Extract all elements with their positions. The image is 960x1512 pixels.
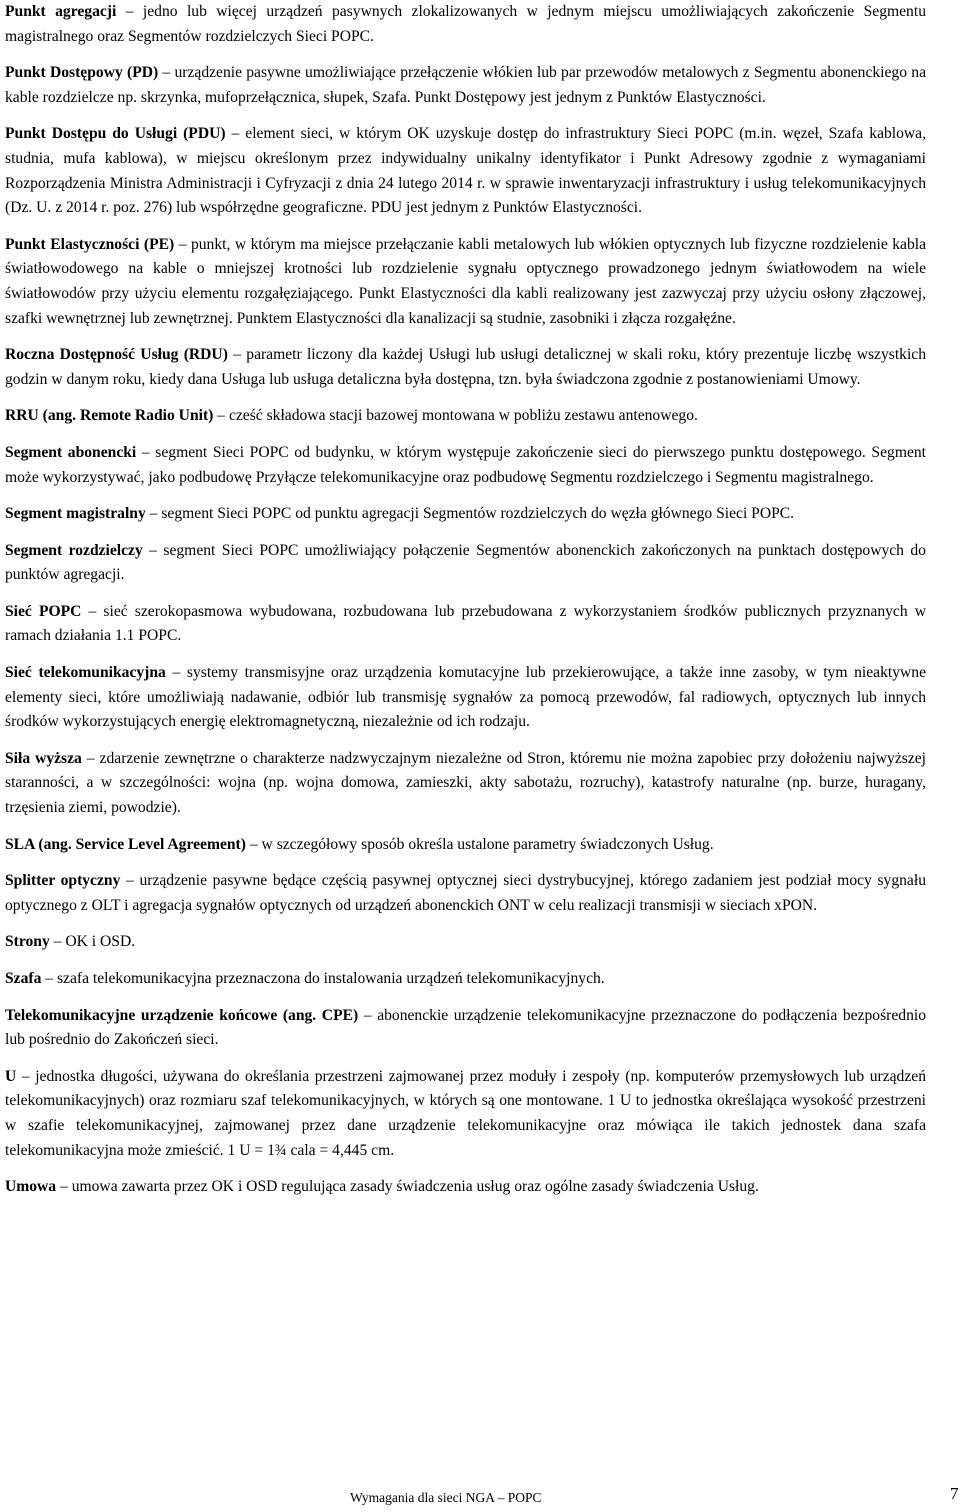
definition-term: Szafa [5, 970, 42, 987]
definition-term: U [5, 1067, 17, 1085]
definition-telekomunikacyjne-urzadzenie-koncowe [5, 1004, 926, 1053]
definition-strony [5, 930, 926, 955]
definition-u [5, 1065, 926, 1163]
definition-term: Segment abonencki [5, 443, 137, 461]
definition-text: – szafa telekomunikacyjna przeznaczona do instalowania urządzeń telekomunikacyjnych. [41, 970, 605, 987]
definition-term: Roczna Dostępność Usług (RDU) [5, 346, 228, 364]
definition-text: – parametr liczony dla każdej Usługi lub usługi detalicznej w skali roku, który prezentuje liczbę wszystkich godzin w danym roku, kiedy dana Usługa lub usługa detaliczna była dostępna, tzn. była świadczona zgodnie z postanowieniami Umowy. [5, 346, 927, 388]
definition-text: – OK i OSD. [49, 933, 136, 951]
definition-term: Sieć telekomunikacyjna [5, 664, 166, 682]
definition-term: Umowa [5, 1178, 57, 1196]
definition-punkt-elastycznosci [5, 233, 926, 331]
definition-text: – zdarzenie zewnętrzne o charakterze nadzwyczajnym niezależne od Stron, któremu nie można zapobiec przy dołożeniu najwyższej staranności, a w szczególności: wojna (np. wojna domowa, zamieszki, akty sabotażu, rozruchy), katastrofy naturalne (np. burze, huragany, trzęsienia ziemi, powodzie). [5, 749, 926, 817]
definition-sla [5, 833, 926, 858]
page-number: 7 [950, 1484, 959, 1503]
definition-text: – w szczegółowy sposób określa ustalone parametry świadczonych Usług. [245, 835, 714, 853]
definition-punkt-dostepu-do-uslugi [5, 122, 926, 220]
definition-segment-abonencki [5, 441, 926, 490]
definition-term: Punkt Dostępowy (PD) [5, 64, 159, 82]
definition-text: – urządzenie pasywne będące częścią pasywnej optycznej sieci dystrybucyjnej, którego zadaniem jest podział mocy sygnału optycznego z OLT i agregacja sygnałów optycznych od urządzeń abonenckich ONT w celu realizacji transmisji w sieciach xPON. [5, 872, 926, 914]
definition-term: SLA (ang. Service Level Agreement) [5, 835, 246, 853]
definition-splitter-optyczny [5, 869, 926, 918]
definition-term: Segment rozdzielczy [5, 541, 143, 559]
definition-term: Punkt Elastyczności (PE) [5, 235, 175, 253]
definition-term: Sieć POPC [5, 602, 82, 620]
definition-umowa [5, 1175, 926, 1200]
definition-text: – segment Sieci POPC umożliwiający połączenie Segmentów abonenckich zakończonych na punktach dostępowych do punktów agregacji. [5, 541, 926, 584]
definition-term: Splitter optyczny [5, 872, 121, 890]
definition-roczna-dostepnosc-uslug [5, 343, 926, 392]
definition-term: Punkt agregacji [5, 3, 117, 20]
definition-text: – umowa zawarta przez OK i OSD regulująca zasady świadczenia usług oraz ogólne zasady świadczenia Usług. [56, 1178, 759, 1196]
definition-siec-popc [5, 600, 926, 649]
definition-text: – segment Sieci POPC od budynku, w którym występuje zakończenie sieci do pierwszego punktu dostępowego. Segment może wykorzystywać, jako podbudowę Przyłącze telekomunikacyjne oraz podbudowę Segmentu rozdzielczego i Segmentu magistralnego. [5, 443, 926, 486]
definition-rru [5, 404, 926, 429]
definition-term: Siła wyższa [5, 749, 82, 767]
definition-term: Segment magistralny [5, 505, 146, 523]
definition-punkt-dostepowy [5, 61, 926, 110]
definition-term: Telekomunikacyjne urządzenie końcowe (ang. CPE) [5, 1006, 359, 1024]
definition-term: Strony [5, 933, 50, 951]
definition-siec-telekomunikacyjna [5, 661, 926, 735]
definition-text: – element sieci, w którym OK uzyskuje dostęp do infrastruktury Sieci POPC (m.in. węzeł, Szafa kablowa, studnia, mufa kablowa), w miejscu określonym przez indywidualny unikalny identyfikator i Punkt Adresowy zgodnie z wymaganiami Rozporządzenia Ministra Administracji i Cyfryzacji z dnia 24 lutego 2014 r. w sprawie inwentaryzacji infrastruktury i usług telekomunikacyjnych (Dz. U. z 2014 r. poz. 276) lub współrzędne geograficzne. PDU jest jednym z Punktów Elastyczności. [5, 125, 926, 217]
definition-punkt-agregacji [5, 0, 926, 49]
definition-term: RRU (ang. Remote Radio Unit) [5, 407, 214, 425]
definition-text: – urządzenie pasywne umożliwiające przełączenie włókien lub par przewodów metalowych z Segmentu abonenckiego na kable rozdzielcze np. skrzynka, mufoprzełącznica, słupek, Szafa. Punkt Dostępowy jest jednym z Punktów Elastyczności. [5, 64, 926, 106]
document-page [5, 0, 926, 1212]
definition-text: – segment Sieci POPC od punktu agregacji Segmentów rozdzielczych do węzła głównego Sieci POPC. [145, 505, 795, 523]
definition-term: Punkt Dostępu do Usługi (PDU) [5, 125, 226, 143]
definition-segment-rozdzielczy [5, 539, 926, 588]
footer-document-title: Wymagania dla sieci NGA – POPC [350, 1490, 542, 1505]
definition-szafa [5, 967, 926, 992]
definition-text: – jedno lub więcej urządzeń pasywnych zlokalizowanych w jednym miejscu umożliwiających zakończenie Segmentu magistralnego oraz Segmentów rozdzielczych Sieci POPC. [5, 3, 926, 45]
definition-segment-magistralny [5, 502, 926, 527]
definition-text: – cześć składowa stacji bazowej montowana w pobliżu zestawu antenowego. [213, 407, 698, 425]
definition-text: – punkt, w którym ma miejsce przełączanie kabli metalowych lub włókien optycznych lub fizyczne rozdzielenie kabla światłowodowego na kable o mniejszej krotności lub rozdzielenie sygnału optycznego prowadzonego jednym światłowodem na wiele światłowodów przy użyciu elementu rozgałęziającego. Punkt Elastyczności dla kabli realizowany jest zazwyczaj przy użyciu osłony złączowej, szafki wewnętrznej lub zewnętrznej. Punktem Elastyczności dla kanalizacji są studnie, zasobniki i złącza rozgałęźne. [5, 235, 926, 327]
definition-text: – jednostka długości, używana do określania przestrzeni zajmowanej przez moduły i zespoły (np. komputerów przemysłowych lub urządzeń telekomunikacyjnych) oraz rozmiaru szaf telekomunikacyjnych, w których są one montowane. 1 U to jednostka określająca wysokość przestrzeni w szafie telekomunikacyjnej, zajmowanej przez dane urządzenie telekomunikacyjne oraz mówiąca ile takich jednostek dana szafa telekomunikacyjna może zmieścić. 1 U = 1¾ cala = 4,445 cm. [5, 1067, 926, 1159]
definition-text: – abonenckie urządzenie telekomunikacyjne przeznaczone do podłączenia bezpośrednio lub pośrednio do Zakończeń sieci. [5, 1006, 926, 1049]
definition-text: – systemy transmisyjne oraz urządzenia komutacyjne lub przekierowujące, a także inne zasoby, w tym nieaktywne elementy sieci, które umożliwiają nadawanie, odbiór lub transmisję sygnałów za pomocą przewodów, fal radiowych, optycznych lub innych środków wykorzystujących energię elektromagnetyczną, niezależnie od ich rodzaju. [5, 664, 926, 731]
definition-sila-wyzsza [5, 747, 926, 821]
definition-text: – sieć szerokopasmowa wybudowana, rozbudowana lub przebudowana z wykorzystaniem środków publicznych przyznanych w ramach działania 1.1 POPC. [5, 602, 927, 645]
